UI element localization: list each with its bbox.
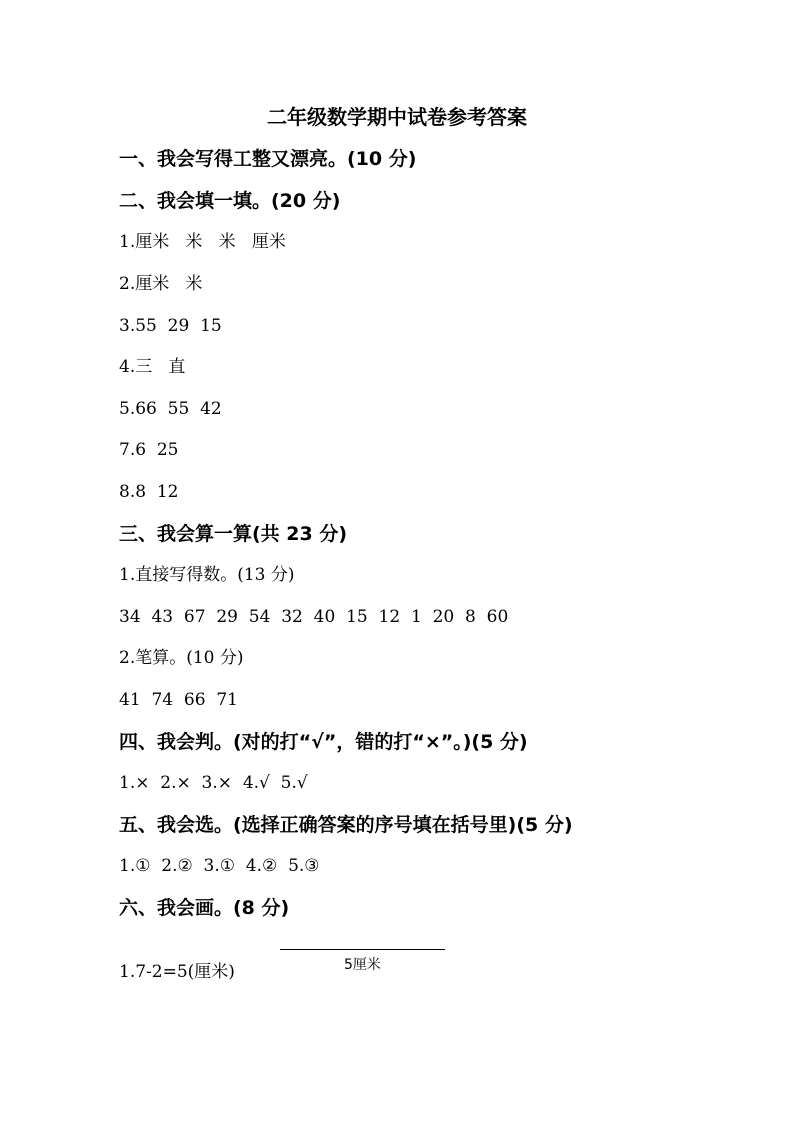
section-4-heading: 四、我会判。(对的打“√”，错的打“×”。)(5 分) [119,731,528,753]
page-title: 二年级数学期中试卷参考答案 [267,105,527,129]
drawn-line-segment [280,949,445,950]
section-2-heading: 二、我会填一填。(20 分) [119,190,341,212]
section-3-sub2-heading: 2.笔算。(10 分) [119,648,244,668]
section-3-sub1-heading: 1.直接写得数。(13 分) [119,565,295,585]
section-3-heading: 三、我会算一算(共 23 分) [119,523,348,545]
section-1-heading: 一、我会写得工整又漂亮。(10 分) [119,148,417,170]
section-5-heading: 五、我会选。(选择正确答案的序号填在括号里)(5 分) [119,814,573,836]
section-5-answers: 1.① 2.② 3.① 4.② 5.③ [119,856,320,876]
section-2-answer-4: 4.三 直 [119,357,186,377]
section-4-answers: 1.× 2.× 3.× 4.√ 5.√ [119,773,308,793]
section-6-heading: 六、我会画。(8 分) [119,897,290,919]
section-2-answer-1: 1.厘米 米 米 厘米 [119,232,286,252]
section-2-answer-8: 8.8 12 [119,482,179,502]
segment-length-label: 5厘米 [344,957,381,973]
section-2-answer-5: 5.66 55 42 [119,399,222,419]
section-2-answer-3: 3.55 29 15 [119,316,222,336]
section-3-sub2-answers: 41 74 66 71 [119,690,238,710]
section-2-answer-2: 2.厘米 米 [119,274,203,294]
section-6-answer: 1.7-2=5(厘米) [119,962,235,982]
section-3-sub1-answers: 34 43 67 29 54 32 40 15 12 1 20 8 60 [119,607,509,627]
section-2-answer-7: 7.6 25 [119,440,179,460]
